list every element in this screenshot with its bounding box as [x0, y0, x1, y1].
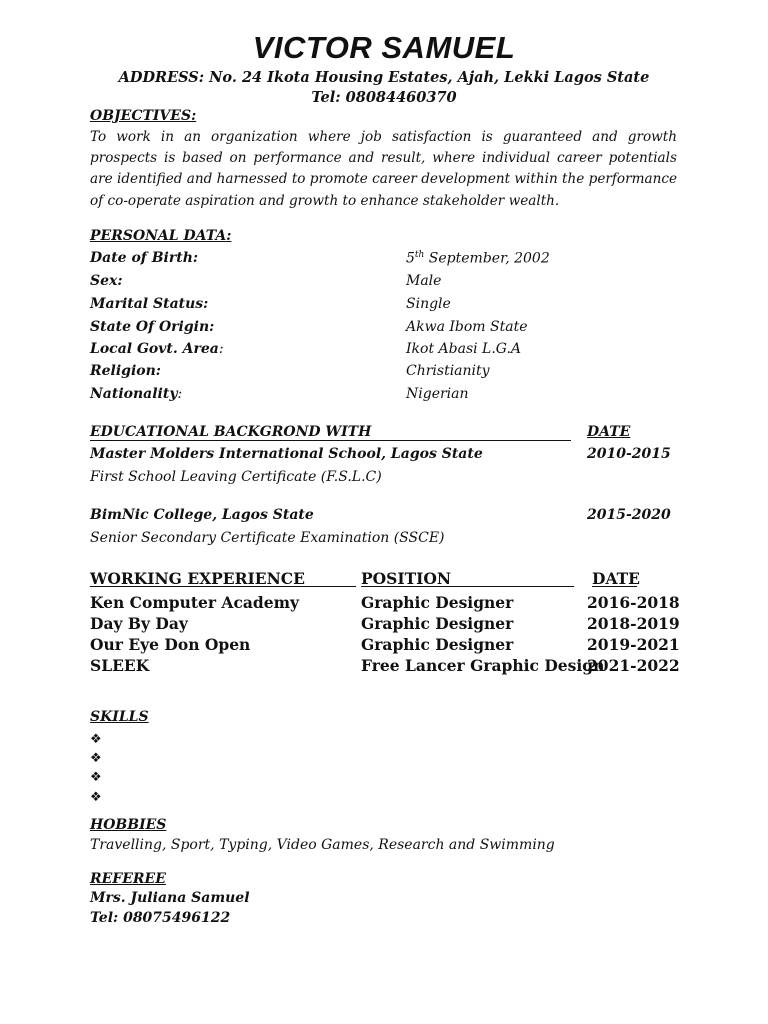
- personal-row-nationality: [90, 386, 690, 408]
- personal-row-dob: [90, 250, 690, 272]
- referee-heading: REFEREE: [90, 871, 166, 887]
- marital-status-value: Single: [406, 296, 451, 312]
- personal-row-religion: [90, 363, 690, 385]
- personal-data-heading: PERSONAL DATA:: [90, 228, 232, 244]
- work-position: Graphic Designer: [361, 614, 514, 633]
- education-school-1: [90, 446, 680, 462]
- personal-row-sex: [90, 273, 690, 295]
- school-name: Master Molders International School, Lagos State: [90, 446, 483, 462]
- work-position: Free Lancer Graphic Design: [361, 656, 605, 675]
- personal-row-lga: [90, 341, 690, 363]
- education-heading-row: [90, 424, 630, 442]
- sex-value: Male: [406, 273, 442, 289]
- religion-value: Christianity: [406, 363, 490, 379]
- nationality-value: Nigerian: [406, 386, 469, 402]
- work-company: SLEEK: [90, 656, 150, 675]
- education-heading: EDUCATIONAL BACKGROND WITH: [90, 424, 571, 441]
- work-date: 2018-2019: [587, 614, 680, 633]
- address-line: ADDRESS: No. 24 Ikota Housing Estates, Ajah, Lekki Lagos State: [118, 69, 650, 86]
- objectives-text: To work in an organization where job satisfaction is guaranteed and growth prospects is based on performance and result, where individual career potentials are identified and harnessed to promote career development within the performance of co-operate aspiration and growth to enhance stakeholder wealth.: [90, 129, 677, 209]
- phone-line: Tel: 08084460370: [311, 89, 457, 106]
- work-row: [90, 635, 690, 656]
- state-of-origin-label: State Of Origin:: [90, 319, 215, 335]
- work-date: 2021-2022: [587, 656, 680, 675]
- school-name: BimNic College, Lagos State: [90, 507, 314, 523]
- school-years: 2010-2015: [587, 446, 671, 462]
- work-date: 2016-2018: [587, 593, 680, 612]
- dob-value: 5th September, 2002: [406, 250, 550, 267]
- work-position: Graphic Designer: [361, 593, 514, 612]
- skill-bullet-icon: ❖: [90, 790, 102, 805]
- education-school-2: [90, 507, 680, 523]
- candidate-name: VICTOR SAMUEL: [252, 30, 516, 65]
- work-row: [90, 656, 690, 677]
- education-cert-1: First School Leaving Certificate (F.S.L.C): [90, 469, 382, 485]
- work-header-position: POSITION: [361, 569, 574, 587]
- education-cert-2: Senior Secondary Certificate Examination (SSCE): [90, 530, 445, 546]
- education-date-heading: DATE: [587, 424, 631, 440]
- hobbies-heading: HOBBIES: [90, 817, 167, 833]
- school-years: 2015-2020: [587, 507, 671, 523]
- work-company: Day By Day: [90, 614, 188, 633]
- personal-row-marital-status: [90, 296, 690, 318]
- work-company: Our Eye Don Open: [90, 635, 251, 654]
- work-row: [90, 593, 690, 614]
- dob-label: Date of Birth:: [90, 250, 199, 266]
- skill-bullet-icon: ❖: [90, 732, 102, 747]
- work-header-row: [90, 569, 690, 589]
- nationality-label: Nationality:: [90, 386, 183, 402]
- skill-bullet-icon: ❖: [90, 751, 102, 766]
- work-row: [90, 614, 690, 635]
- religion-label: Religion:: [90, 363, 161, 379]
- skills-heading: SKILLS: [90, 709, 149, 725]
- marital-status-label: Marital Status:: [90, 296, 209, 312]
- objectives-heading: OBJECTIVES:: [90, 108, 197, 124]
- personal-row-state-of-origin: [90, 319, 690, 341]
- lga-value: Ikot Abasi L.G.A: [406, 341, 522, 357]
- work-date: 2019-2021: [587, 635, 680, 654]
- work-position: Graphic Designer: [361, 635, 514, 654]
- work-header-date: DATE: [592, 569, 640, 588]
- state-of-origin-value: Akwa Ibom State: [406, 319, 528, 335]
- hobbies-text: Travelling, Sport, Typing, Video Games, Research and Swimming: [90, 837, 555, 853]
- referee-name: Mrs. Juliana Samuel: [90, 890, 250, 906]
- lga-label: Local Govt. Area:: [90, 341, 224, 357]
- sex-label: Sex:: [90, 273, 123, 289]
- referee-phone: Tel: 08075496122: [90, 910, 231, 926]
- work-header-company: WORKING EXPERIENCE: [90, 569, 356, 587]
- work-company: Ken Computer Academy: [90, 593, 300, 612]
- skill-bullet-icon: ❖: [90, 770, 102, 785]
